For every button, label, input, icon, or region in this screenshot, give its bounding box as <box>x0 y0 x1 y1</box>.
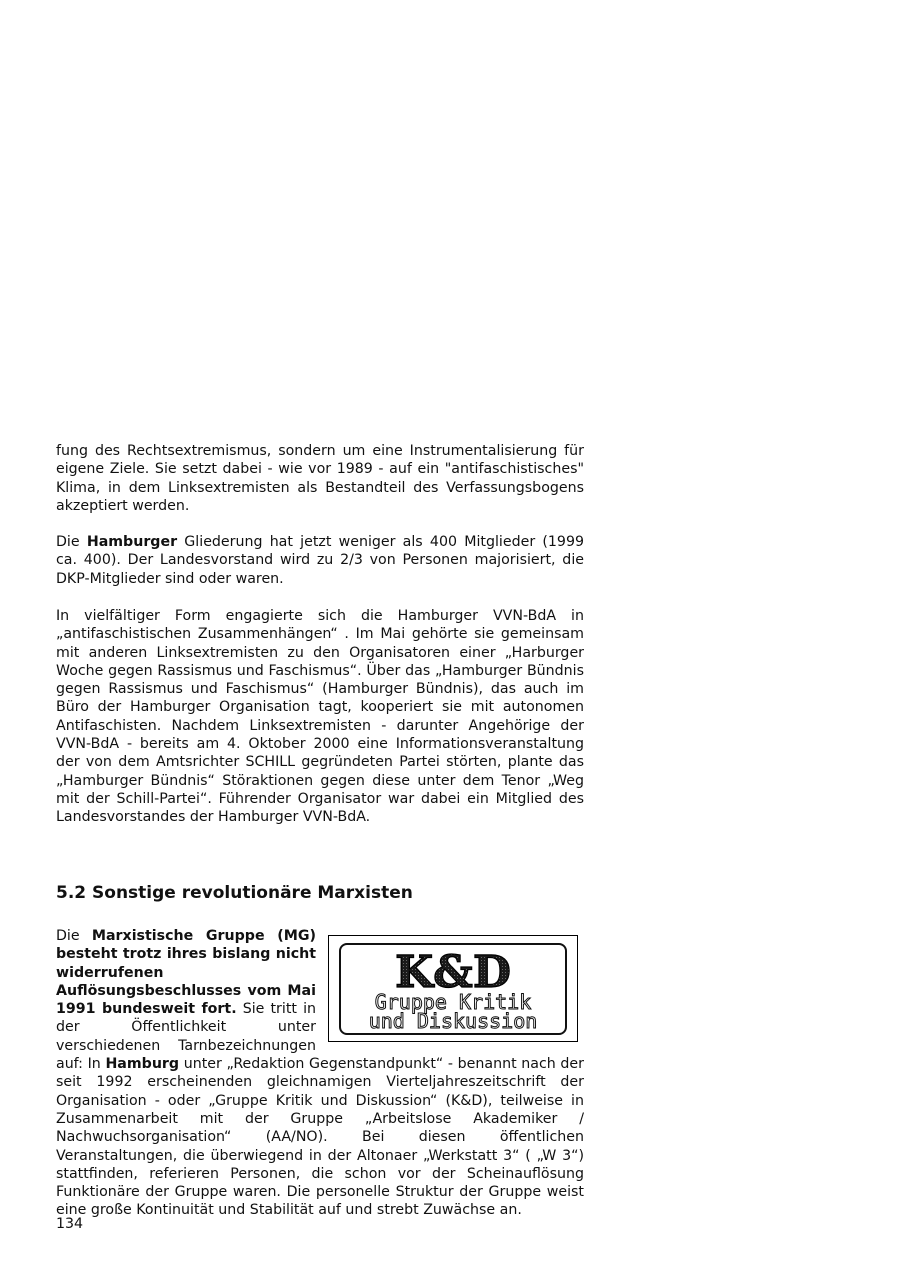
section-heading: 5.2 Sonstige revolutionäre Marxisten <box>56 883 413 903</box>
page-number: 134 <box>56 1216 84 1232</box>
text-span: Die <box>56 534 87 550</box>
kd-logo-graphic <box>348 947 558 1031</box>
paragraph-vvn-bda-activities: In vielfältiger Form engagierte sich die Hamburger VVN-BdA in „antifaschistischen Zusammenhängen“ . Im Mai gehörte sie gemeinsam mit anderen Linksextremisten zu den Organisatoren einer „Harburger Woche gegen Rassismus und Faschismus“. Über das „Hamburger Bündnis gegen Rassismus und Faschismus“ (Hamburger Bündnis), das auch im Büro der Hamburger Organisation tagt, kooperiert sie mit autonomen Antifaschisten. Nachdem Linksextremisten - darunter Angehörige der VVN-BdA - bereits am 4. Oktober 2000 eine Informationsveranstaltung der von dem Amtsrichter SCHILL gegründeten Partei störten, plante das „Hamburger Bündnis“ Störaktionen gegen diese unter dem Tenor „Weg mit der Schill-Partei“. Führender Organisator war dabei ein Mitglied des Landesvorstandes der Hamburger VVN-BdA. <box>56 608 584 826</box>
paragraph-hamburg-membership <box>56 533 584 588</box>
text-span: Die <box>56 928 92 944</box>
text-span: Gliederung hat jetzt weniger als 400 Mitglieder (1999 ca. 400). Der Landesvorstand wird zu 2/3 von Personen majorisiert, die DKP-Mitglieder sind oder waren. <box>56 534 585 587</box>
bold-term-hamburger: Hamburger <box>86 534 178 550</box>
bold-term-hamburg: Hamburg <box>105 1056 180 1073</box>
logo-title: K&D <box>394 946 512 998</box>
text-span: Sie tritt in der Öffentlichkeit unter verschiedenen Tarnbezeichnungen auf: In <box>56 1001 317 1073</box>
logo-subtitle-line2: und Diskussion <box>368 1008 538 1031</box>
text-span: unter „Redaktion Gegenstandpunkt“ - benannt nach der seit 1992 erscheinenden gleichnamigen Vierteljahreszeitschrift der Organisation - oder „Gruppe Kritik und Diskussion“ (K&D), teilweise in Zusammenarbeit mit der Gruppe „Arbeitslose Akademiker / Nachwuchsorganisation“ (AA/NO). Bei diesen öffentlichen Veranstaltungen, die überwiegend in der Altonaer „Werkstatt 3“ ( „W 3“) stattfinden, referieren Personen, die schon vor der Scheinauflösung Funktionäre der Gruppe waren. Die personelle Struktur der Gruppe weist eine große Kontinuität und Stabilität auf und strebt Zuwächse an. <box>56 1056 584 1219</box>
paragraph-marxistische-gruppe <box>56 927 584 1220</box>
paragraph-continuation: fung des Rechtsextremismus, sondern um eine Instrumentalisierung für eigene Ziele. Sie setzt dabei - wie vor 1989 - auf ein "antifaschistisches" Klima, in dem Linksextremisten als Bestandteil des Verfassungsbogens akzeptiert werden. <box>56 443 584 514</box>
kd-logo-frame <box>328 935 578 1042</box>
logo-subtitle-line1: Gruppe Kritik <box>374 989 532 1014</box>
kd-logo <box>339 943 567 1035</box>
bold-statement: Marxistische Gruppe (MG) besteht trotz ihres bislang nicht widerrufenen Auflösungsbeschlusses vom Mai 1991 bundesweit fort. <box>56 928 317 1018</box>
